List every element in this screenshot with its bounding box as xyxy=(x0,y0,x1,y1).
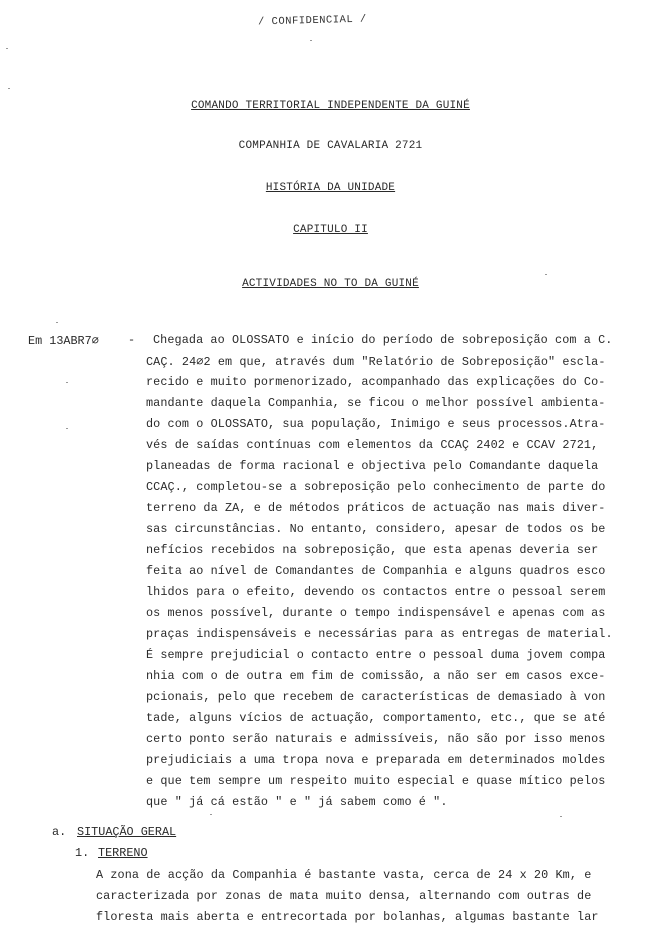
paragraph-line: sas circunstâncias. No entanto, considero, apesar de todos os be xyxy=(146,522,606,536)
heading-company: COMPANHIA DE CAVALARIA 2721 xyxy=(238,140,423,152)
paragraph-line: É sempre prejudicial o contacto entre o pessoal duma jovem compa xyxy=(146,648,606,662)
paragraph-line: tade, alguns vícios de actuação, comportamento, etc., que se até xyxy=(146,711,606,725)
entry-dash: - xyxy=(128,333,136,347)
paragraph-line: terreno da ZA, e de métodos práticos de actuação nas mais diver- xyxy=(146,501,606,515)
paragraph-line: floresta mais aberta e entrecortada por bolanhas, algumas bastante lar xyxy=(96,910,599,924)
scan-speck xyxy=(310,40,312,41)
paragraph-line: os menos possível, durante o tempo indispensável e apenas com as xyxy=(146,606,606,620)
paragraph-line: Chegada ao OLOSSATO e início do período de sobreposição com a C. xyxy=(153,333,613,347)
paragraph-line: nefícios recebidos na sobreposição, que esta apenas deveria ser xyxy=(146,543,599,557)
paragraph-line: planeadas de forma racional e objectiva pelo Comandante daquela xyxy=(146,459,599,473)
scan-speck xyxy=(66,428,68,429)
scan-speck xyxy=(210,814,212,815)
paragraph-line: do com o OLOSSATO, sua população, Inimigo e seus processos.Atra- xyxy=(146,417,606,431)
paragraph-line: certo ponto serão naturais e admissíveis, não são por isso menos xyxy=(146,732,606,746)
section-a-title: SITUAÇÃO GERAL xyxy=(77,825,177,839)
section-1-marker: 1. xyxy=(75,846,90,860)
paragraph-line: e que tem sempre um respeito muito especial e quase mítico pelos xyxy=(146,774,606,788)
heading-activities: ACTIVIDADES NO TO DA GUINÉ xyxy=(242,278,419,290)
paragraph-line: que " já cá estão " e " já sabem como é ". xyxy=(146,795,448,809)
paragraph-line: vés de saídas contínuas com elementos da CCAÇ 2402 e CCAV 2721, xyxy=(146,438,599,452)
paragraph-line: lhidos para o efeito, devendo os contactos entre o pessoal serem xyxy=(146,585,606,599)
paragraph-line: feita ao nível de Comandantes de Companhia e alguns quadros esco xyxy=(146,564,606,578)
scan-speck xyxy=(8,88,10,89)
scan-speck xyxy=(545,274,547,275)
scan-speck xyxy=(560,816,562,817)
section-1-title: TERRENO xyxy=(98,846,148,860)
paragraph-line: pcionais, pelo que recebem de características de demasiado à von xyxy=(146,690,606,704)
paragraph-line: praças indispensáveis e necessárias para as entregas de material. xyxy=(146,627,613,641)
scan-speck xyxy=(56,322,58,323)
scan-speck xyxy=(6,48,8,49)
paragraph-line: recido e muito pormenorizado, acompanhado das explicações do Co- xyxy=(146,375,606,389)
paragraph-line: caracterizada por zonas de mata muito densa, alternando com outras de xyxy=(96,889,592,903)
paragraph-line: CCAÇ., completou-se a sobreposição pelo conhecimento de parte do xyxy=(146,480,606,494)
confidential-stamp: / CONFIDENCIAL / xyxy=(257,13,367,29)
paragraph-line: A zona de acção da Companhia é bastante vasta, cerca de 24 x 20 Km, e xyxy=(96,868,592,882)
heading-command: COMANDO TERRITORIAL INDEPENDENTE DA GUINÉ xyxy=(191,100,470,112)
paragraph-line: nhia com o de outra em fim de comissão, a não ser em casos exce- xyxy=(146,669,606,683)
scan-speck xyxy=(66,382,68,383)
heading-history: HISTÓRIA DA UNIDADE xyxy=(265,182,396,194)
paragraph-line: prejudiciais a uma tropa nova e preparada em determinados moldes xyxy=(146,753,606,767)
paragraph-line: mandante daquela Companhia, se ficou o melhor possível ambienta- xyxy=(146,396,606,410)
heading-chapter: CAPITULO II xyxy=(293,224,368,236)
entry-date: Em 13ABR7∅ xyxy=(28,334,99,348)
section-a-marker: a. xyxy=(52,825,67,839)
paragraph-line: CAÇ. 24∅2 em que, através dum "Relatório de Sobreposição" escla- xyxy=(146,355,606,369)
